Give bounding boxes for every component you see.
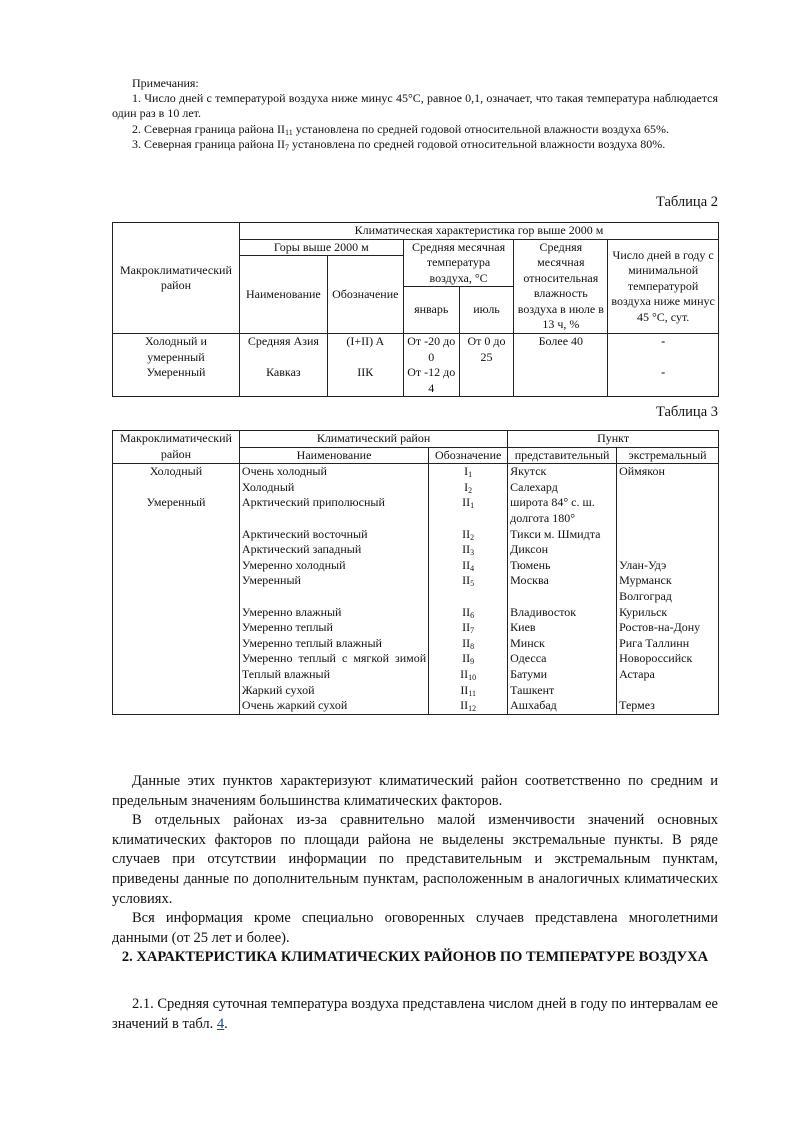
t3-cell-macro: [113, 527, 240, 543]
t3-header-code: Обозначение: [429, 447, 508, 464]
paragraph-2: В отдельных районах из-за сравнительно малой изменчивости значений основных климатических факторов по площади района не выделены экстремальные пункты. В ряде случаев при отсутствии информации по представительным и экстремальным пунктам, приведены данные по дополнительным пунктам, расположенным в аналогичных климатических условиях.: [112, 812, 718, 907]
t3-cell-code: [429, 698, 508, 714]
t3-cell-macro: [113, 573, 240, 604]
body-text-2: [112, 995, 718, 1034]
t3-cell-extr: Курильск: [617, 605, 719, 621]
paragraph-4: [112, 995, 718, 1034]
t3-cell-repr: Москва: [508, 573, 617, 604]
t3-cell-code: [429, 573, 508, 604]
table-row: [113, 558, 719, 574]
t2-cell-name: [239, 334, 327, 397]
t3-cell-code: [429, 495, 508, 526]
t3-cell-name: Умеренно холодный: [239, 558, 428, 574]
t3-cell-code: [429, 636, 508, 652]
t3-cell-repr: Одесса: [508, 651, 617, 667]
t2-cell-jan: [403, 334, 459, 397]
t3-cell-code: [429, 683, 508, 699]
t2-header-temp: Средняя месячная температура воздуха, °С: [403, 239, 514, 287]
t2-r0-code: (I+II) A: [346, 334, 385, 348]
t3-cell-extr: [617, 542, 719, 558]
t3-cell-repr: широта 84° с. ш. долгота 180°: [508, 495, 617, 526]
t3-cell-code: [429, 605, 508, 621]
t3-cell-extr: Астара: [617, 667, 719, 683]
region-code-sub: 2: [470, 532, 475, 542]
region-code-sub: 1: [468, 470, 473, 480]
region-code-sub: 1: [470, 501, 475, 511]
region-code: II: [462, 526, 471, 541]
t2-header-mountains: Горы выше 2000 м: [239, 239, 403, 256]
t3-cell-macro: [113, 620, 240, 636]
t2-cell-jul: От 0 до 25: [459, 334, 514, 397]
region-code-sub: 4: [470, 563, 475, 573]
t2-header-name: Наименование: [239, 256, 327, 334]
t3-cell-extr: Улан-Удэ: [617, 558, 719, 574]
t3-cell-macro: [113, 698, 240, 714]
t3-cell-name: Умеренно влажный: [239, 605, 428, 621]
table-row: [113, 698, 719, 714]
region-code-sub: 7: [470, 626, 475, 636]
t2-header-humidity: Средняя месячная относительная влажность воздуха в июле в 13 ч, %: [514, 239, 608, 334]
note-2-sub: 11: [285, 127, 293, 137]
t3-cell-code: [429, 651, 508, 667]
table-row: [113, 527, 719, 543]
region-code-sub: 5: [470, 579, 475, 589]
notes-title: Примечания:: [132, 76, 199, 90]
region-code: I: [464, 464, 469, 479]
region-code-sub: 12: [468, 704, 477, 714]
note-2-text-a: 2. Северная граница района II: [132, 121, 285, 136]
table-row: [113, 605, 719, 621]
t3-cell-code: [429, 480, 508, 496]
t3-cell-repr: Минск: [508, 636, 617, 652]
table-row: [113, 651, 719, 667]
t3-header-name: Наименование: [239, 447, 428, 464]
t3-header-extr: экстремальный: [617, 447, 719, 464]
table-4-link[interactable]: 4: [216, 1015, 225, 1032]
t3-cell-repr: Владивосток: [508, 605, 617, 621]
note-2: [112, 122, 718, 137]
t3-cell-extr: Термез: [617, 698, 719, 714]
t3-cell-macro: Холодный: [113, 464, 240, 480]
section-title: 2. ХАРАКТЕРИСТИКА КЛИМАТИЧЕСКИХ РАЙОНОВ ПО ТЕМПЕРАТУРЕ ВОЗДУХА: [121, 949, 709, 965]
table3-caption: Таблица 3: [655, 404, 718, 420]
t3-cell-name: Арктический западный: [239, 542, 428, 558]
body-text-1: [112, 772, 718, 948]
t3-cell-name: Умеренно теплый влажный: [239, 636, 428, 652]
t3-cell-macro: [113, 558, 240, 574]
t3-cell-macro: [113, 542, 240, 558]
t3-cell-extr: [617, 480, 719, 496]
region-code: II: [460, 666, 469, 681]
t2-r1-days: -: [661, 365, 666, 379]
region-code-sub: 8: [470, 641, 475, 651]
t2-r0-name: Средняя Азия: [247, 334, 319, 348]
t3-cell-repr: Ташкент: [508, 683, 617, 699]
region-code-sub: 9: [470, 657, 475, 667]
t3-cell-macro: [113, 651, 240, 667]
t2-header-region: Макроклиматический район: [113, 223, 240, 334]
t3-cell-name: Умеренно теплый с мягкой зимой: [239, 651, 428, 667]
region-code-sub: 2: [468, 485, 473, 495]
t3-cell-extr: [617, 495, 719, 526]
region-code: II: [462, 495, 471, 510]
t3-cell-repr: Салехард: [508, 480, 617, 496]
t2-header-january: январь: [403, 287, 459, 334]
t3-cell-repr: Диксон: [508, 542, 617, 558]
region-code: II: [462, 604, 471, 619]
t3-cell-name: Очень холодный: [239, 464, 428, 480]
t3-cell-repr: Тюмень: [508, 558, 617, 574]
t2-header-char: Климатическая характеристика гор выше 2000 м: [239, 223, 718, 240]
t3-cell-code: [429, 558, 508, 574]
t3-cell-name: Умеренный: [239, 573, 428, 604]
t3-cell-repr: Тикси м. Шмидта: [508, 527, 617, 543]
t3-cell-macro: [113, 605, 240, 621]
note-3: [112, 137, 718, 152]
table-row: [113, 683, 719, 699]
table-row: [113, 464, 719, 480]
t3-cell-code: [429, 667, 508, 683]
paragraph-4-end: .: [224, 1015, 228, 1032]
table-3: [112, 430, 719, 715]
note-3-text-a: 3. Северная граница района II: [132, 136, 285, 151]
t2-r0-region: Холодный и умеренный: [145, 334, 207, 364]
paragraph-1: Данные этих пунктов характеризуют климатический район соответственно по средним и предельным значениям большинства климатических факторов.: [112, 773, 718, 809]
region-code: II: [462, 557, 471, 572]
region-code: II: [462, 651, 471, 666]
table-row: [113, 573, 719, 604]
region-code: I: [464, 479, 469, 494]
t3-cell-name: Очень жаркий сухой: [239, 698, 428, 714]
t3-cell-extr: Новороссийск: [617, 651, 719, 667]
note-3-text-b: установлена по средней годовой относительной влажности воздуха 80%.: [289, 136, 666, 151]
table-row: [113, 620, 719, 636]
t3-cell-extr: Мурманск Волгоград: [617, 573, 719, 604]
t3-cell-macro: [113, 683, 240, 699]
t3-body: [113, 464, 719, 715]
t3-cell-code: [429, 542, 508, 558]
t3-cell-repr: Ашхабад: [508, 698, 617, 714]
t3-cell-code: [429, 527, 508, 543]
region-code-sub: 6: [470, 610, 475, 620]
t3-cell-extr: Оймякон: [617, 464, 719, 480]
t2-cell-code: [327, 334, 403, 397]
t3-cell-name: Умеренно теплый: [239, 620, 428, 636]
t3-cell-repr: Батуми: [508, 667, 617, 683]
t3-cell-extr: [617, 683, 719, 699]
t2-r1-jan: От -12 до 4: [407, 365, 456, 395]
table-row: [113, 667, 719, 683]
t3-header-region: Макроклиматический район: [113, 431, 240, 464]
t3-header-climregion: Климатический район: [239, 431, 507, 448]
t3-cell-extr: [617, 527, 719, 543]
t3-cell-name: Жаркий сухой: [239, 683, 428, 699]
t3-cell-extr: Рига Таллинн: [617, 636, 719, 652]
table-row: [113, 542, 719, 558]
t2-header-code: Обозначение: [327, 256, 403, 334]
table-2: [112, 222, 719, 397]
region-code: II: [460, 682, 469, 697]
t2-r1-region: Умеренный: [146, 365, 206, 379]
t3-cell-name: Теплый влажный: [239, 667, 428, 683]
t2-header-days: Число дней в году с минимальной температурой воздуха ниже минус 45 °С, сут.: [608, 239, 719, 334]
t3-header-repr: представительный: [508, 447, 617, 464]
region-code-sub: 11: [468, 688, 477, 698]
paragraph-4-text: 2.1. Средняя суточная температура воздуха представлена числом дней в году по интервалам ее значений в табл.: [112, 996, 718, 1032]
region-code-sub: 10: [468, 672, 477, 682]
t3-cell-macro: [113, 667, 240, 683]
t3-cell-macro: Умеренный: [113, 495, 240, 526]
t3-cell-macro: [113, 636, 240, 652]
t3-header-point: Пункт: [508, 431, 719, 448]
t2-r0-jan: От -20 до 0: [407, 334, 456, 364]
region-code-sub: 3: [470, 548, 475, 558]
t2-r1-name: Кавказ: [266, 365, 301, 379]
note-3-sub: 7: [285, 142, 289, 152]
region-code: II: [462, 573, 471, 588]
note-2-text-b: установлена по средней годовой относительной влажности воздуха 65%.: [292, 121, 669, 136]
table-row: [113, 636, 719, 652]
table-row: [113, 480, 719, 496]
t2-r1-code: IIК: [357, 365, 374, 379]
t3-cell-code: [429, 464, 508, 480]
table-row: [113, 495, 719, 526]
t3-cell-code: [429, 620, 508, 636]
paragraph-3: Вся информация кроме специально оговоренных случаев представлена многолетними данными (от 25 лет и более).: [112, 910, 718, 946]
t2-cell-hum: Более 40: [514, 334, 608, 397]
t2-cell-days: [608, 334, 719, 397]
t3-cell-repr: Киев: [508, 620, 617, 636]
t2-header-july: июль: [459, 287, 514, 334]
t3-cell-name: Арктический приполюсный: [239, 495, 428, 526]
region-code: II: [460, 698, 469, 713]
t3-cell-extr: Ростов-на-Дону: [617, 620, 719, 636]
region-code: II: [462, 542, 471, 557]
table2-caption: Таблица 2: [655, 194, 718, 210]
note-1: 1. Число дней с температурой воздуха ниже минус 45°С, равное 0,1, означает, что такая температура наблюдается один раз в 10 лет.: [112, 91, 718, 121]
t2-cell-region: [113, 334, 240, 397]
t3-cell-name: Холодный: [239, 480, 428, 496]
t3-cell-name: Арктический восточный: [239, 527, 428, 543]
t2-r0-days: -: [661, 334, 666, 348]
t3-cell-repr: Якутск: [508, 464, 617, 480]
notes-block: [112, 76, 718, 152]
region-code: II: [462, 635, 471, 650]
t3-cell-macro: [113, 480, 240, 496]
region-code: II: [462, 620, 471, 635]
